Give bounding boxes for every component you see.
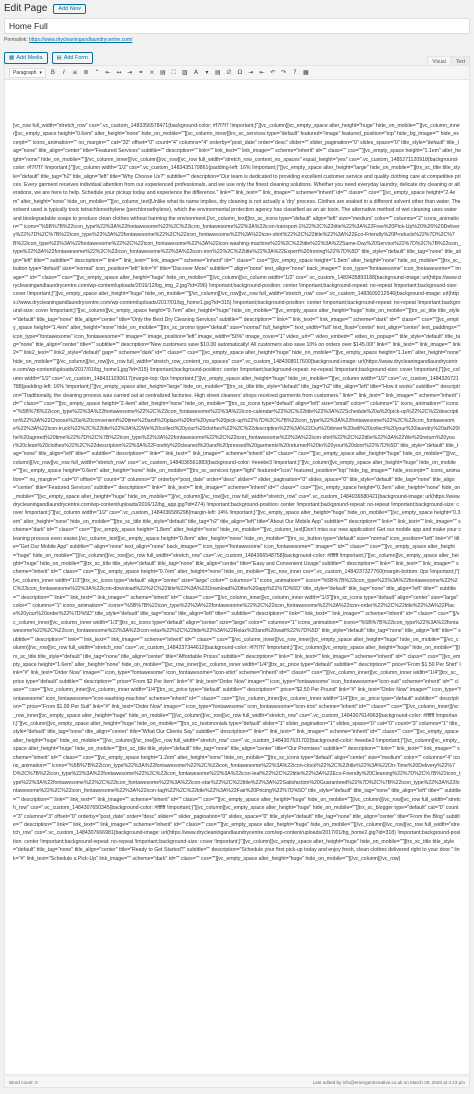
text-color-icon[interactable]: A: [193, 69, 198, 76]
add-media-label: Add Media: [16, 55, 43, 61]
word-count: Word count: 0: [9, 1079, 38, 1085]
read-more-icon[interactable]: ▤: [160, 69, 166, 76]
add-form-button[interactable]: [52, 52, 93, 64]
help-icon[interactable]: ?: [293, 69, 297, 76]
chevron-down-icon: ▾: [39, 69, 42, 76]
add-form-label: Add Form: [63, 55, 88, 61]
tab-visual[interactable]: Visual: [427, 56, 451, 68]
bulleted-list-icon[interactable]: ≡: [72, 69, 78, 76]
format-select-value: Paragraph: [13, 69, 37, 76]
shortcode-icon[interactable]: ▧: [182, 69, 188, 76]
table-icon[interactable]: ▦: [303, 69, 309, 76]
page-header: [4, 3, 86, 14]
page-title: Edit Page: [4, 3, 48, 14]
permalink-label: Permalink:: [4, 37, 28, 43]
paste-text-icon[interactable]: ▤: [215, 69, 221, 76]
numbered-list-icon[interactable]: ≣: [83, 69, 89, 76]
redo-icon[interactable]: ↷: [281, 69, 287, 76]
format-select[interactable]: [9, 68, 46, 78]
editor-content[interactable]: [vc_row full_width="stretch_row" css=".vc_custom_1483356578471{background-color: #f7f7f7 !important;}"][vc_column][vc_empty_space alter_height="huge" hide_on_mobile=""][vc_column_inner][vc_empty_space height="0.6em" alter_height="none" hide_on_mobile=""][vc_column_inner][trx_sc_services type="default" featured="image" featured_position="top" hide_bg_image="" hide_excerpt="" icons_animation="" no_margin="" cat="32" offset="0" count="4" columns="4" orderby="post_date" order="desc" slider="" slider_pagination="0" slides_space="0" title_style="default" title_tag="none" title_align="center" title="Featured Services" subtitle="" description="" link="" link_text="" link_image="" scheme="inherit" id="" class="" css=""][vc_empty_space height="1.1em" alter_height="none" hide_on_mobile=""][/vc_column_inner][/vc_column][/vc_row][vc_row full_width="stretch_row_content_no_spaces" equal_height="yes" css=".vc_custom_1485271120918{background-color: #f7f7f7 !important;}"][vc_column width="1/2" css=".vc_custom_1483435179861{padding-left: 16% !important;}"][vc_empty_space alter_height="large" hide_on_mobile=""][trx_sc_title title_style="default" title_tag="h2" title_align="left" title="Why Choose Us?" subtitle="" description="Our team is dedicated to providing excellent customer service and quality clothing care at competitive prices. Every garment receives individual attention from our experienced professionals, and we use only the finest cleaning solutions. Whether you need everyday laundry, delicate dry cleaning or alterations, we are here to help. Schedule your pickup today and experience the difference." link="" link_text="" link_image="" scheme="inherit" id="" class="" css=""][vc_empty_space height="2.4em" alter_height="none" hide_on_mobile=""][vc_column_text]Unlike what its name implies, dry cleaning is not actually a 'dry' process. Clothes are soaked in a different solvent other than water. The solvent used is typically toxic tetrachloroethylene (perchloroethylene), which the environmental protection agency has classified as an air toxin. The alternative method of wet cleaning uses water and biodegradable soaps to produce clean clothes without harming the environment.[/vc_column_text][trx_sc_icons type="default" align="left" size="medium" color="" columns="2" icons_animation="" icons="%5B%7B%22icon_type%22%3A%22fontawesome%22%2C%22icon_fontawesome%22%3A%22icon-transport-1%22%2C%22title%22%3A%22Free%20Pick-Up%20%26%20Delivery%22%7D%2C%7B%22icon_type%22%3A%22fontawesome%22%2C%22icon_fontawesome%22%3A%22icon-shirt%22%2C%22title%22%3A%22Eco-Friendly%20Products%22%7D%2C%7B%22icon_type%22%3A%22fontawesome%22%2C%22icon_fontawesome%22%3A%22icon-washing-machine%22%2C%22title%22%3A%22Same-Day%20Service%22%7D%2C%7B%22icon_type%22%3A%22fontawesome%22%2C%22icon_fontawesome%22%3A%22icon-iron%22%2C%22title%22%3A%22Expert%20Ironing%22%7D%5D" title_style="default" title_tag="none" title_align="left" title="" subtitle="" description="" link="" link_text="" link_image="" scheme="inherit" id="" class="" css=""][vc_empty_space height="1.5em" alter_height="none" hide_on_mobile=""][trx_sc_button type="default" size="normal" icon_position="left" link="#" title="Discover More" subtitle="" align="none" text_align="none" back_image="" icon_type="fontawesome" icon_fontawesome="" image="" id="" class="" css=""][vc_empty_space alter_height="huge" hide_on_mobile=""][/vc_column][vc_column width="1/2" css=".vc_custom_1483435893188{background-image: url(https://www.drycleaningandlaundrycentre.com/wp-content/uploads/2016/12/bg_img_2.jpg?id=296) !important;background-position: center !important;background-repeat: no-repeat !important;background-size: cover !important;}"][vc_empty_space alter_height="huge" hide_on_mobile=""][/vc_column][/vc_row][vc_row full_width="stretch_row" css=".vc_custom_1483609212546{background-image: url(https://www.drycleaningandlaundrycentre.com/wp-content/uploads/2017/01/bg_home1.jpg?id=315) !important;background-position: center !important;background-repeat: no-repeat !important;background-size: cover !important;}"][vc_column][vc_empty_space height="0.7em" alter_height="huge" hide_on_mobile=""][vc_empty_space alter_height="huge" hide_on_mobile=""][trx_sc_title title_style="default" title_tag="none" title_align="center" title="Only the Best Dry Cleaning Services" subtitle="" description="" link="" link_text="" link_image="" scheme="dark" id="" class="" css=""][vc_empty_space height="1.4em" alter_height="none" hide_on_mobile=""][trx_sc_promo type="default" size="normal" full_height="" text_width="full" text_float="center" text_align="center" text_paddings="" icon_type="fontawesome" icon_fontawesome="" image="" image_position="left" image_width="50%" image_cover="1" video_url="" video_embed="" video_in_popup="" title_style="default" title_tag="none" title_align="center" title="" subtitle="" description="New customers save $10.00 automatically! All customers also save 10% on orders over $145.00!" link="" link_text="" link_image="" link2="" link2_text="" link2_style="default" gap="" scheme="dark" id="" class="" css=""][vc_empty_space alter_height="huge" hide_on_mobile=""][vc_empty_space height="1.1em" alter_height="none" hide_on_mobile=""][/vc_column][/vc_row][vc_row full_width="stretch_row_content_no_spaces" css=".vc_custom_1484308017600{background-image: url(https://www.drycleaningandlaundrycentre.com/wp-content/uploads/2017/01/bg_home1.jpg?id=315) !important;background-position: center !important;background-repeat: no-repeat !important;background-size: cover !important;}"][vc_column width="1/2" css=".vc_custom_1484311030617{margin-top: 0px !important;}"][vc_empty_space alter_height="huge" hide_on_mobile=""][vc_column width="1/2" css=".vc_custom_1484326721788{padding-left: 16% !important;}"][vc_empty_space alter_height="large" hide_on_mobile=""][trx_sc_title title_style="default" title_tag="h2" title_align="left" title="How it works" subtitle="" description="Traditionally, the cleaning process was carried out at centralized factories. High street cleaners' shops received garments from customers." link="" link_text="" link_image="" scheme="inherit" id="" class="" css=""][vc_empty_space height="2.4em" alter_height="none" hide_on_mobile=""][trx_sc_icons type="default" align="left" size="small" color="" columns="1" icons_animation="" icons="%5B%7B%22icon_type%22%3A%22fontawesome%22%2C%22icon_fontawesome%22%3A%22icon-calendar%22%2C%22title%22%3A%22Schedule%20a%20pick-up%22%2C%22description%22%3A%22Choose%20a%20convenient%20time%20and%20place%20for%20your%20pick-up%22%7D%2C%7B%22icon_type%22%3A%22fontawesome%22%2C%22icon_fontawesome%22%3A%22icon-truck%22%2C%22title%22%3A%22We%20collect%20your%20clothes%22%2C%22description%22%3A%22Our%20driver%20will%20collect%20your%20laundry%20at%20the%20agreed%20time%22%7D%2C%7B%22icon_type%22%3A%22fontawesome%22%2C%22icon_fontawesome%22%3A%22icon-shirt%22%2C%22title%22%3A%22We%20return%20your%20clean%20clothes%22%2C%22description%22%3A%22Freshly%20cleaned%20and%20pressed%20garments%20returned%20to%20your%20door%22%7D%5D" title_style="default" title_tag="none" title_align="left" title="" subtitle="" description="" link="" link_text="" link_image="" scheme="inherit" id="" class="" css=""][vc_empty_space alter_height="huge" hide_on_mobile=""][/vc_column][/vc_row][vc_row full_width="stretch_row" css=".vc_custom_1484036561883{background-color: #eeebe3 !important;}"][vc_column][vc_empty_space alter_height="huge" hide_on_mobile=""][vc_empty_space height="0.6em" alter_height="none" hide_on_mobile=""][trx_sc_services type="light" featured="icon" featured_position="top" hide_bg_image="" hide_excerpt="" icons_animation="" no_margin="" cat="0" offset="0" count="3" columns="3" orderby="post_date" order="desc" slider="" slider_pagination="0" slides_space="0" title_style="default" title_tag="none" title_align="center" title="Featured Services" subtitle="" description="" link="" link_text="" link_image="" scheme="inherit" id="" class="" css=""][vc_empty_space height="0.3em" alter_height="none" hide_on_mobile=""][vc_empty_space alter_height="huge" hide_on_mobile=""][/vc_column][/vc_row][vc_row full_width="stretch_row" css=".vc_custom_1484036580421{background-image: url(https://www.drycleaningandlaundrycentre.com/wp-content/uploads/2016/12/bg_app.jpg?id=274) !important;background-position: center !important;background-repeat: no-repeat !important;background-size: cover !important;}"][vc_column width="1/2" css=".vc_custom_1484036586298{margin-left: 14% !important;}"][vc_empty_space alter_height="huge" hide_on_mobile=""][vc_empty_space height="0.3em" alter_height="none" hide_on_mobile=""][trx_sc_title title_style="default" title_tag="h2" title_align="left" title="About Our Mobile App" subtitle="" description="" link="" link_text="" link_image="" scheme="dark" id="" class="" css=""][vc_empty_space height="1.8em" alter_height="none" hide_on_mobile=""][vc_column_text]Don't miss our new application! Get our mobile app and make your cleaning process even easier.[/vc_column_text][vc_empty_space height="0.8em" alter_height="none" hide_on_mobile=""][trx_sc_button type="default" size="normal" icon_position="left" link="#" title="Get Our Mobile App" subtitle="" align="none" text_align="none" back_image="" icon_type="fontawesome" icon_fontawesome="" image="" id="" class="" css=""][vc_empty_space alter_height="huge" hide_on_mobile=""][/vc_column][/vc_row][vc_row full_width="stretch_row" css=".vc_custom_1484366548758{background-color: #ffffff !important;}"][vc_column][vc_empty_space alter_height="huge" hide_on_mobile=""][trx_sc_title title_style="default" title_tag="none" title_align="center" title="Easy and Convenient Usage" subtitle="" description="" link="" link_text="" link_image="" scheme="inherit" id="" class="" css=""][vc_empty_space height="0.7em" alter_height="none" hide_on_mobile=""][vc_row_inner css=".vc_custom_1484237327760{margin-bottom: 0px !important;}"][vc_column_inner width="1/3"][trx_sc_icons type="default" align="center" size="large" color="" columns="1" icons_animation="" icons="%5B%7B%22icon_type%22%3A%22fontawesome%22%2C%22icon_fontawesome%22%3A%22icon-download%22%2C%22title%22%3A%22Download%20the%20app%22%7D%5D" title_style="default" title_tag="none" title_align="left" title="" subtitle="" description="" link="" link_text="" link_image="" scheme="inherit" id="" class="" css=""][/vc_column_inner][vc_column_inner width="1/3"][trx_sc_icons type="default" align="center" size="large" color="" columns="1" icons_animation="" icons="%5B%7B%22icon_type%22%3A%22fontawesome%22%2C%22icon_fontawesome%22%3A%22icon-order%22%2C%22title%22%3A%22Place%20your%20order%22%7D%5D" title_style="default" title_tag="none" title_align="left" title="" subtitle="" description="" link="" link_text="" link_image="" scheme="inherit" id="" class="" css=""][/vc_column_inner][vc_column_inner width="1/3"][trx_sc_icons type="default" align="center" size="large" color="" columns="1" icons_animation="" icons="%5B%7B%22icon_type%22%3A%22fontawesome%22%2C%22icon_fontawesome%22%3A%22icon-relax%22%2C%22title%22%3A%22Relax%20and%20wait%22%7D%5D" title_style="default" title_tag="none" title_align="left" title="" subtitle="" description="" link="" link_text="" link_image="" scheme="inherit" id="" class="" css=""][/vc_column_inner][/vc_row_inner][vc_empty_space alter_height="huge" hide_on_mobile=""][/vc_column][/vc_row][vc_row full_width="stretch_row" css=".vc_custom_1484237344612{background-color: #f7f7f7 !important;}"][vc_column][vc_empty_space alter_height="huge" hide_on_mobile=""][trx_sc_title title_style="default" title_tag="none" title_align="center" title="Affordable Prices" subtitle="" description="" link="" link_text="" link_image="" scheme="inherit" id="" class="" css=""][vc_empty_space height="1.6em" alter_height="none" hide_on_mobile=""][vc_row_inner][vc_column_inner width="1/4"][trx_sc_price type="default" subtitle="" description="" price="From $1.50 Per Shirt" link="#" link_text="Order Now" image="" icon_type="fontawesome" icon_fontawesome="icon-shirt" scheme="inherit" id="" class="" css=""][/vc_column_inner][vc_column_inner width="1/4"][trx_sc_price type="default" subtitle="" description="" price="From $2 Per Item" link="#" link_text="Order Now" image="" icon_type="fontawesome" icon_fontawesome="icon-suit" scheme="inherit" id="" class="" css=""][/vc_column_inner][vc_column_inner width="1/4"][trx_sc_price type="default" subtitle="" description="" price="$2.50 Per Pound" link="#" link_text="Order Now" image="" icon_type="fontawesome" icon_fontawesome="icon-washing-machine" scheme="inherit" id="" class="" css=""][/vc_column_inner][vc_column_inner width="1/4"][trx_sc_price type="default" subtitle="" description="" price="From $1.99 Per Suit" link="#" link_text="Order Now" image="" icon_type="fontawesome" icon_fontawesome="icon-iron" scheme="inherit" id="" class="" css=""][/vc_column_inner][/vc_row_inner][vc_empty_space alter_height="huge" hide_on_mobile=""][/vc_column][/vc_row][vc_row full_width="stretch_row" css=".vc_custom_1484307614963{background-color: #ffffff !important;}"][vc_column][vc_empty_space alter_height="huge" hide_on_mobile=""][trx_sc_testimonials type="default" slider="1" slider_pagination="1" slides_space="0" cat="0" count="3" columns="1" title_style="default" title_tag="none" title_align="center" title="What Our Clients Say" subtitle="" description="" link="" link_text="" link_image="" scheme="inherit" id="" class="" css=""][vc_empty_space alter_height="huge" hide_on_mobile=""][/vc_column][/vc_row][vc_row full_width="stretch_row" css=".vc_custom_1484307631702{background-color: #eeebe3 !important;}"][vc_column][vc_empty_space alter_height="huge" hide_on_mobile=""][trx_sc_title title_style="default" title_tag="none" title_align="center" title="Our Promises" subtitle="" description="" link="" link_text="" link_image="" scheme="inherit" id="" class="" css=""][vc_empty_space height="1.2em" alter_height="none" hide_on_mobile=""][trx_sc_icons type="default" align="center" size="medium" color="" columns="4" icons_animation="" icons="%5B%7B%22icon_type%22%3A%22fontawesome%22%2C%22icon_fontawesome%22%3A%22icon-clock%22%2C%22title%22%3A%22On-Time%20Delivery%22%7D%2C%7B%22icon_type%22%3A%22fontawesome%22%2C%22icon_fontawesome%22%3A%22icon-leaf%22%2C%22title%22%3A%22Eco-Friendly%20Cleaning%22%7D%2C%7B%22icon_type%22%3A%22fontawesome%22%2C%22icon_fontawesome%22%3A%22icon-star%22%2C%22title%22%3A%22Satisfaction%20Guaranteed%22%7D%2C%7B%22icon_type%22%3A%22fontawesome%22%2C%22icon_fontawesome%22%3A%22icon-tag%22%2C%22title%22%3A%22Fair%20Pricing%22%7D%5D" title_style="default" title_tag="none" title_align="left" title="" subtitle="" description="" link="" link_text="" link_image="" scheme="inherit" id="" class="" css=""][vc_empty_space alter_height="huge" hide_on_mobile=""][/vc_column][/vc_row][vc_row full_width="stretch_row" css=".vc_custom_1484307650345{background-color: #ffffff !important;}"][vc_column][vc_empty_space alter_height="huge" hide_on_mobile=""][trx_sc_blogger type="default" cat="0" count="3" columns="3" offset="0" orderby="post_date" order="desc" slider="" slider_pagination="0" slides_space="0" title_style="default" title_tag="none" title_align="center" title="From the Blog" subtitle="" description="" link="" link_text="" link_image="" scheme="inherit" id="" class="" css=""][vc_empty_space alter_height="huge" hide_on_mobile=""][/vc_column][/vc_row][vc_row full_width="stretch_row" css=".vc_custom_1484307666981{background-image: url(https://www.drycleaningandlaundrycentre.com/wp-content/uploads/2017/01/bg_home2.jpg?id=318) !important;background-position: center !important;background-repeat: no-repeat !important;background-size: cover !important;}"][vc_column][vc_empty_space alter_height="huge" hide_on_mobile=""][trx_sc_title title_style="default" title_tag="none" title_align="center" title="Ready to Get Started?" subtitle="" description="Schedule your first pick-up today and enjoy fresh, clean clothes delivered right to your door." link="#" link_text="Schedule a Pick-Up" link_image="" scheme="dark" id="" class="" css=""][vc_empty_space alter_height="huge" hide_on_mobile=""][/vc_column][/vc_row]: [13, 123, 461, 862]
align-right-icon[interactable]: ⇥: [127, 69, 133, 76]
link-icon[interactable]: ⚭: [138, 69, 144, 76]
clear-format-icon[interactable]: ∅: [226, 69, 232, 76]
indent-icon[interactable]: ⇤: [259, 69, 265, 76]
post-title-input[interactable]: [4, 18, 470, 34]
align-left-icon[interactable]: ⇤: [105, 69, 111, 76]
fullscreen-icon[interactable]: ⛶: [171, 68, 176, 76]
editor-toolbar: [5, 66, 469, 80]
add-new-button[interactable]: Add New: [53, 4, 85, 14]
permalink-link[interactable]: https://www.drycleaningandlaundrycentre.com/: [29, 37, 133, 43]
color-picker-icon[interactable]: ▾: [205, 69, 209, 76]
undo-icon[interactable]: ↶: [270, 69, 276, 76]
unlink-icon[interactable]: ⨯: [149, 69, 155, 76]
bold-icon[interactable]: B: [50, 69, 55, 76]
media-buttons: [4, 52, 93, 64]
add-media-button[interactable]: [4, 52, 48, 64]
align-center-icon[interactable]: ↔: [116, 69, 122, 76]
editor-status-bar: [4, 1077, 470, 1088]
last-edited: Last edited by info@emergentcreative.co.uk on March 30, 2020 at 4:13 pm: [312, 1079, 465, 1085]
permalink: [4, 37, 132, 43]
form-icon: ▤: [56, 55, 62, 61]
content-editor: [4, 65, 470, 1075]
blockquote-icon[interactable]: “: [95, 69, 99, 76]
media-icon: ▩: [9, 55, 15, 61]
italic-icon[interactable]: I: [62, 69, 65, 76]
special-char-icon[interactable]: Ω: [237, 69, 243, 76]
outdent-icon[interactable]: ⇥: [248, 69, 254, 76]
tab-text[interactable]: Text: [451, 56, 470, 68]
